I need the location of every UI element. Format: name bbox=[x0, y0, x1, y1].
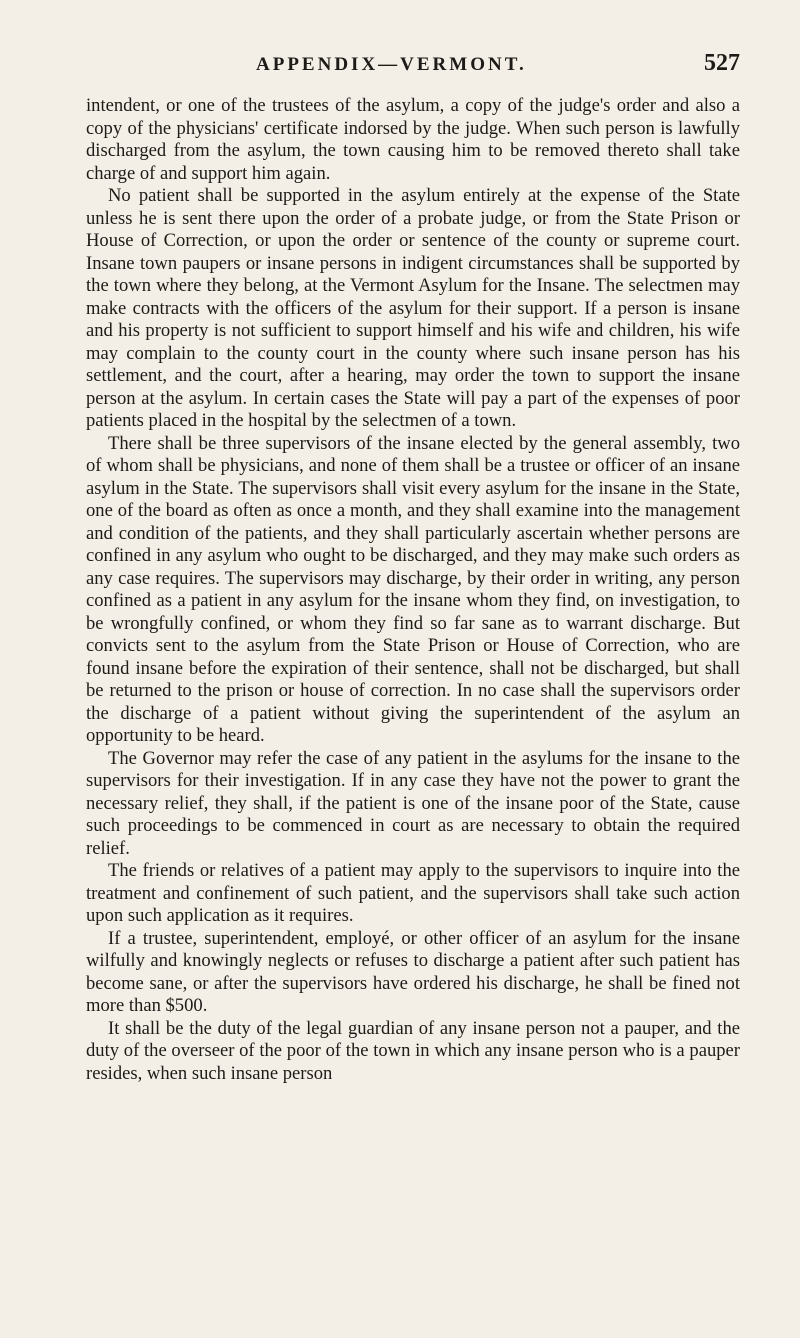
paragraph-friends-relatives: The friends or relatives of a patient may apply to the supervisors to inquire into the treatment and confinement of such patient, and the supervisors shall take such action upon such application as it requires. bbox=[86, 860, 740, 926]
paragraph-guardian-duty: It shall be the duty of the legal guardian of any insane person not a pauper, and the duty of the overseer of the poor of the town in which any insane person who is a pauper resides, when such insane person bbox=[86, 1017, 740, 1084]
paragraph-trustee-penalty: If a trustee, superintendent, employé, or other officer of an asylum for the insane wilfully and knowingly neglects or refuses to discharge a patient after such patient has become sane, or after the supervisors have ordered his discharge, he shall be fined not more than $500. bbox=[86, 927, 740, 1016]
body-text bbox=[86, 95, 740, 1085]
paragraph-state-support: No patient shall be supported in the asylum entirely at the expense of the State unless he is sent there upon the order of a probate judge, or from the State Prison or House of Correction, or upon the order or sentence of the county or supreme court. Insane town paupers or insane persons in indigent circumstances shall be supported by the town where they belong, at the Vermont Asylum for the Insane. The selectmen may make contracts with the officers of the asylum for their support. If a person is insane and his property is not sufficient to support himself and his wife and children, his wife may complain to the county court in the county where such insane person has his settlement, and the court, after a hearing, may order the town to support the insane person at the asylum. In certain cases the State will pay a part of the expenses of poor patients placed in the hospital by the selectmen of a town. bbox=[86, 185, 740, 431]
running-title: APPENDIX—VERMONT. bbox=[256, 54, 527, 75]
paragraph-supervisors: There shall be three supervisors of the insane elected by the general assembly, two of whom shall be physicians, and none of them shall be a trustee or officer of an insane asylum in the State. The supervisors shall visit every asylum for the insane in the State, one of the board as often as once a month, and they shall examine into the management and condition of the patients, and they shall particularly ascertain whether persons are confined in any asylum who ought to be discharged, and they may make such orders as any case requires. The supervisors may discharge, by their order in writing, any person confined as a patient in any asylum for the insane whom they find, on investigation, to be wrongfully confined, or whom they find so far sane as to warrant discharge. But convicts sent to the asylum from the State Prison or House of Correction, who are found insane before the expiration of their sentence, shall not be discharged, but shall be returned to the prison or house of correction. In no case shall the supervisors order the discharge of a patient without giving the superintendent of the asylum an opportunity to be heard. bbox=[86, 432, 740, 746]
page-number: 527 bbox=[704, 50, 740, 76]
paragraph-continued: intendent, or one of the trustees of the asylum, a copy of the judge's order and also a copy of the physicians' certificate indorsed by the judge. When such person is lawfully discharged from the asylum, the town causing him to be removed thereto shall take charge of and support him again. bbox=[86, 95, 740, 184]
paragraph-governor-referral: The Governor may refer the case of any patient in the asylums for the insane to the supervisors for their investigation. If in any case they have not the power to grant the necessary relief, they shall, if the patient is one of the insane poor of the State, cause such proceedings to be commenced in court as are necessary to obtain the required relief. bbox=[86, 747, 740, 859]
running-header bbox=[86, 50, 740, 84]
